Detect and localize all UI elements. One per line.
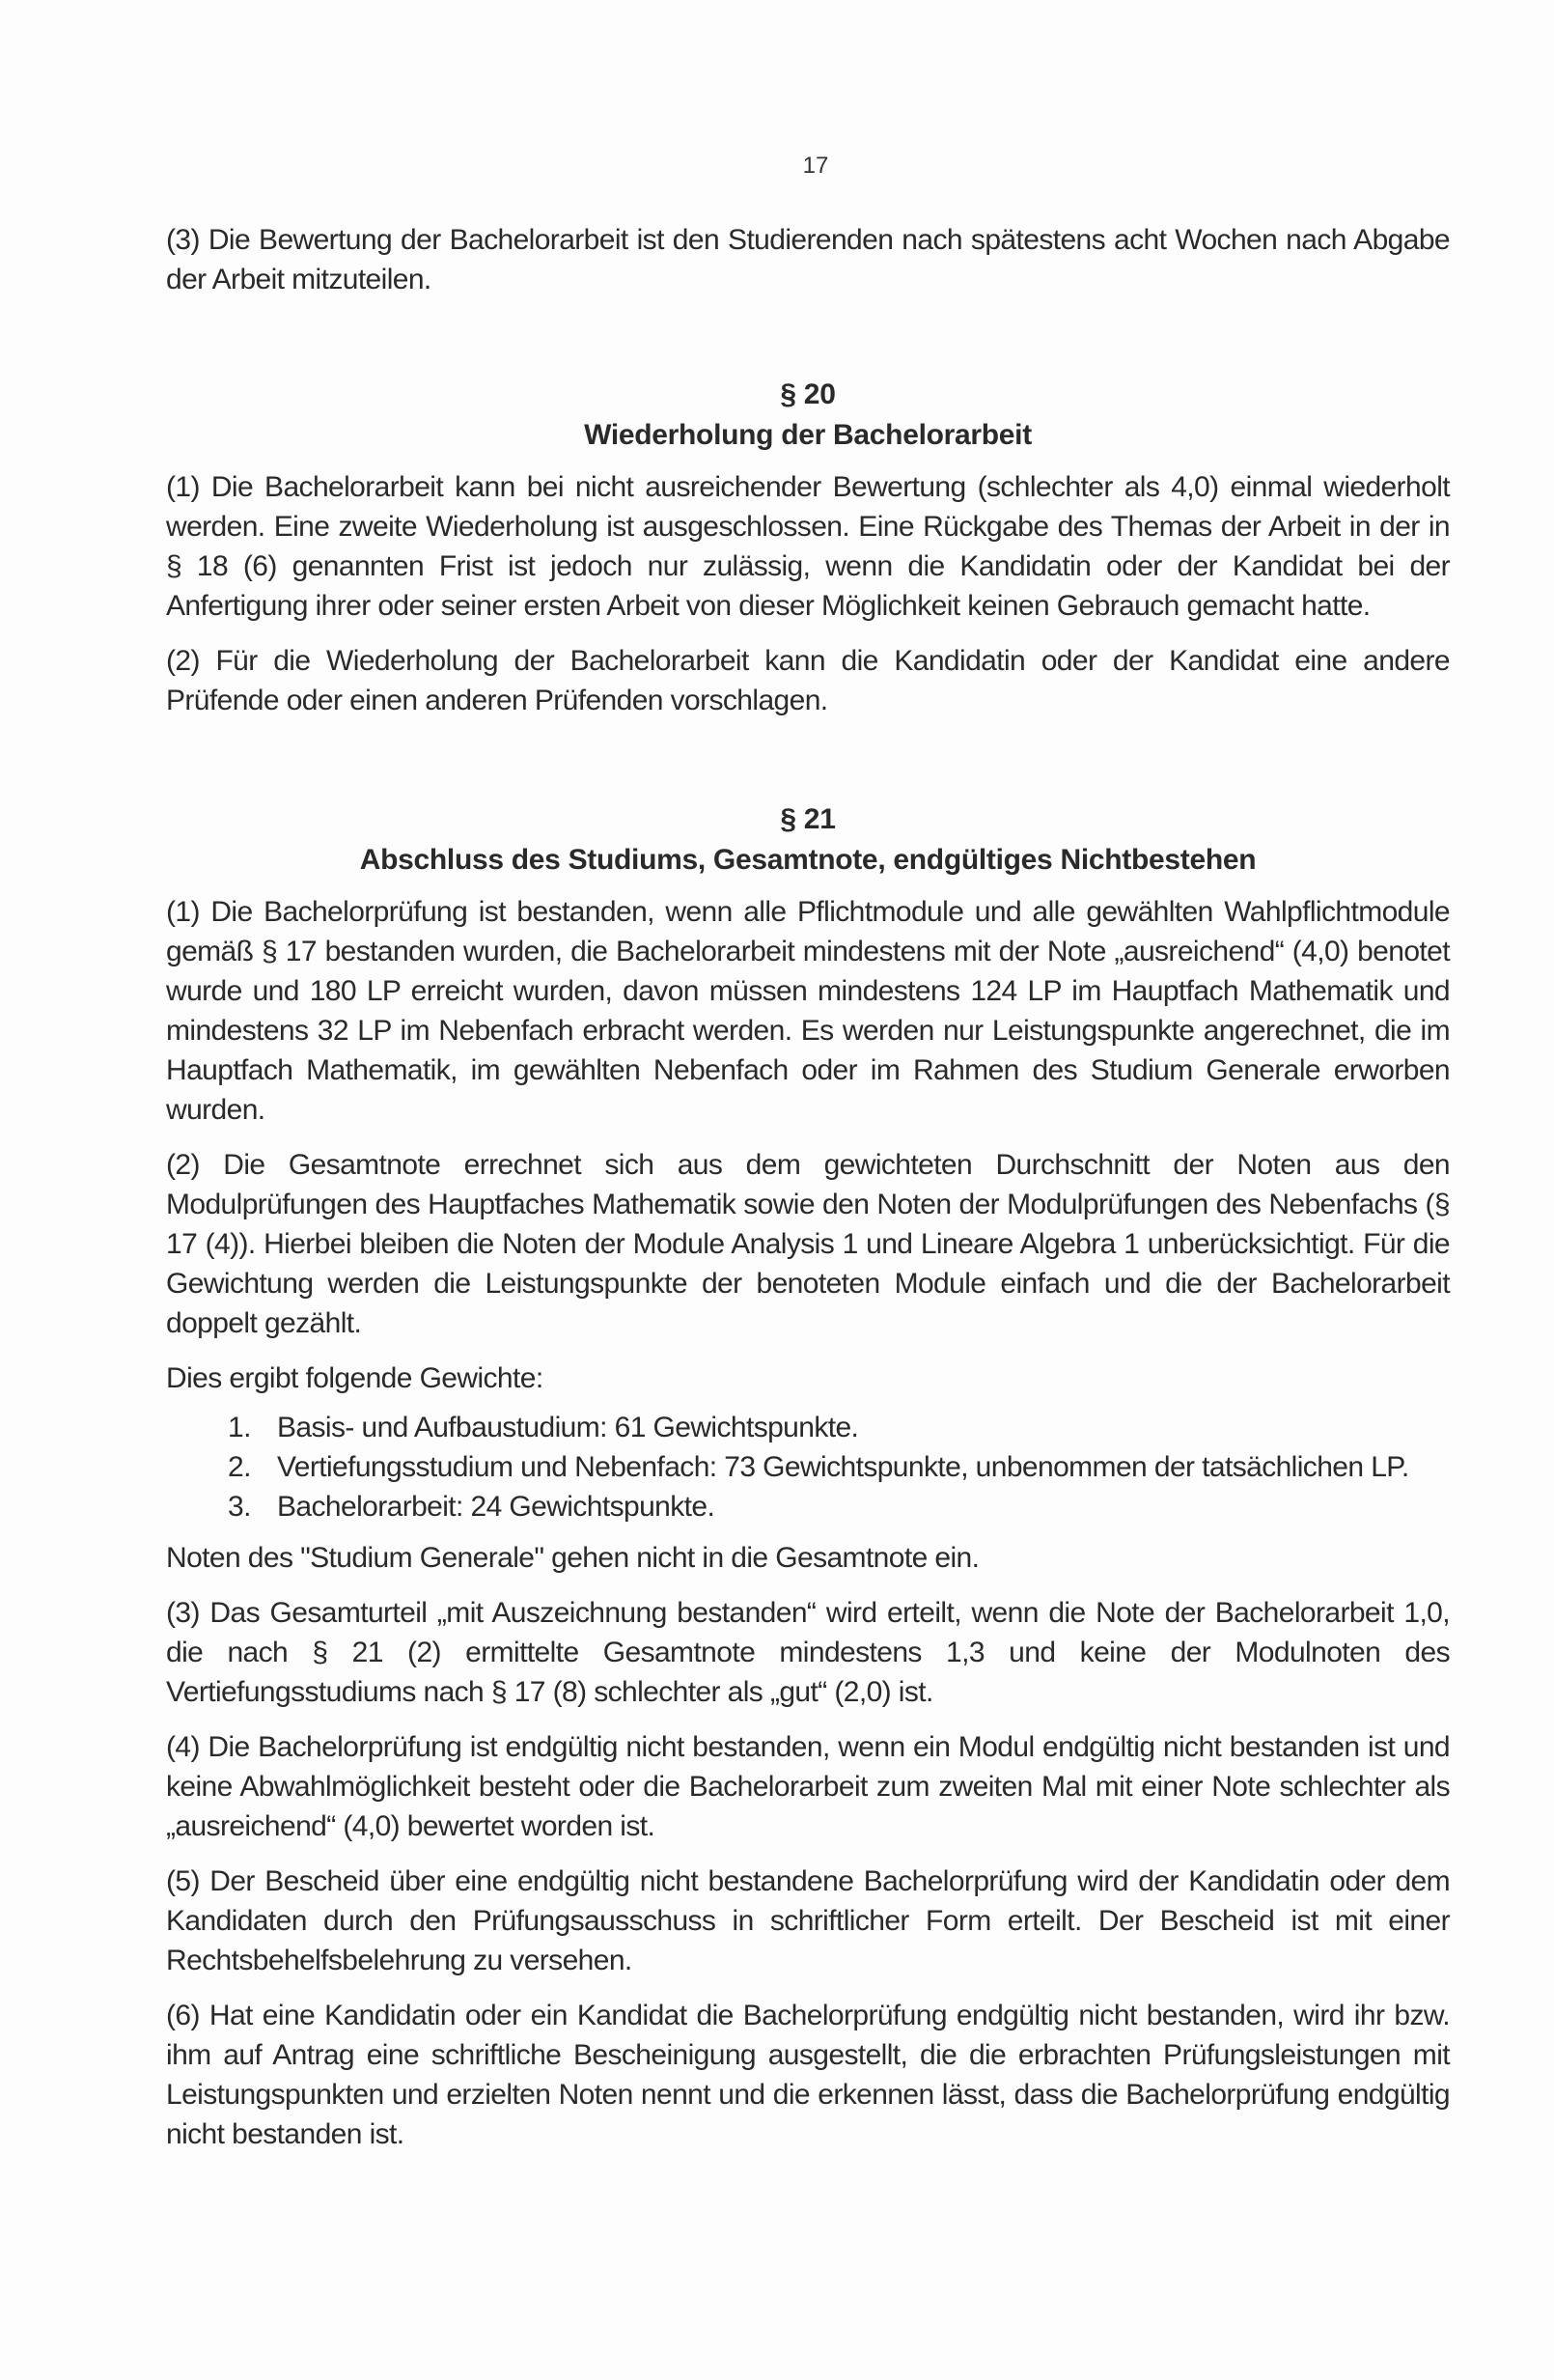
section-21-paragraph-5: (5) Der Bescheid über eine endgültig nicht bestandene Bachelorprüfung wird der Kandidatin oder dem Kandidaten durch den Prüfungsausschuss in schriftlicher Form erteilt. Der Bescheid ist mit einer Rechtsbehelfsbelehrung zu versehen. xyxy=(166,1865,1450,1976)
paragraph-19-3: (3) Die Bewertung der Bachelorarbeit ist den Studierenden nach spätestens acht Wochen nach Abgabe der Arbeit mitzuteilen. xyxy=(166,224,1450,295)
list-item-number: 2. xyxy=(228,1451,251,1483)
weights-list xyxy=(166,1408,1450,1526)
weights-intro: Dies ergibt folgende Gewichte: xyxy=(166,1362,543,1394)
section-21-paragraph-2: (2) Die Gesamtnote errechnet sich aus dem gewichteten Durchschnitt der Noten aus den Modulprüfungen des Hauptfaches Mathematik sowie den Noten der Modulprüfungen des Nebenfachs (§ 17 (4)). Hierbei bleiben die Noten der Module Analysis 1 und Lineare Algebra 1 unberücksichtigt. Für die Gewichtung werden die Leistungspunkte der benoteten Module einfach und die der Bachelorarbeit doppelt gezählt. xyxy=(166,1149,1450,1339)
section-20-title: Wiederholung der Bachelorarbeit xyxy=(584,419,1032,451)
section-21-title: Abschluss des Studiums, Gesamtnote, endgültiges Nichtbestehen xyxy=(359,844,1257,876)
list-item xyxy=(166,1447,1450,1487)
list-item-number: 3. xyxy=(228,1491,251,1523)
section-20 xyxy=(166,375,1450,720)
list-item-text: Basis- und Aufbaustudium: 61 Gewichtspunkte. xyxy=(277,1412,859,1443)
list-item-text: Vertiefungsstudium und Nebenfach: 73 Gewichtspunkte, unbenommen der tatsächlichen LP. xyxy=(277,1451,1409,1483)
section-21-paragraph-3: (3) Das Gesamturteil „mit Auszeichnung bestanden“ wird erteilt, wenn die Note der Bachelorarbeit 1,0, die nach § 21 (2) ermittelte Gesamtnote mindestens 1,3 und keine der Modulnoten des Vertiefungsstudiums nach § 17 (8) schlechter als „gut“ (2,0) ist. xyxy=(166,1597,1450,1708)
studium-generale-note: Noten des "Studium Generale" gehen nicht in die Gesamtnote ein. xyxy=(166,1542,980,1574)
section-20-number: § 20 xyxy=(780,378,836,410)
section-21-paragraph-1: (1) Die Bachelorprüfung ist bestanden, wenn alle Pflichtmodule und alle gewählten Wahlpflichtmodule gemäß § 17 bestanden wurden, die Bachelorarbeit mindestens mit der Note „ausreichend“ (4,0) benotet wurde und 180 LP erreicht wurden, davon müssen mindestens 124 LP im Hauptfach Mathematik und mindestens 32 LP im Nebenfach erbracht werden. Es werden nur Leistungspunkte angerechnet, die im Hauptfach Mathematik, im gewählten Nebenfach oder im Rahmen des Studium Generale erworben wurden. xyxy=(166,896,1450,1126)
section-20-paragraph-2: (2) Für die Wiederholung der Bachelorarbeit kann die Kandidatin oder der Kandidat eine andere Prüfende oder einen anderen Prüfenden vorschlagen. xyxy=(166,645,1450,716)
page-content xyxy=(166,220,1450,2170)
section-21-number: § 21 xyxy=(780,803,836,835)
list-item-number: 1. xyxy=(228,1412,251,1443)
list-item-text: Bachelorarbeit: 24 Gewichtspunkte. xyxy=(277,1491,715,1523)
section-21-paragraph-6: (6) Hat eine Kandidatin oder ein Kandidat die Bachelorprüfung endgültig nicht bestanden, wird ihr bzw. ihm auf Antrag eine schriftliche Bescheinigung ausgestellt, die die erbrachten Prüfungsleistungen mit Leistungspunkten und erzielten Noten nennt und die erkennen lässt, dass die Bachelorprüfung endgültig nicht bestanden ist. xyxy=(166,2000,1450,2150)
list-item xyxy=(166,1408,1450,1447)
section-21-paragraph-4: (4) Die Bachelorprüfung ist endgültig nicht bestanden, wenn ein Modul endgültig nicht bestanden ist und keine Abwahlmöglichkeit besteht oder die Bachelorarbeit zum zweiten Mal mit einer Note schlechter als „ausreichend“ (4,0) bewertet worden ist. xyxy=(166,1731,1450,1842)
section-20-paragraph-1: (1) Die Bachelorarbeit kann bei nicht ausreichender Bewertung (schlechter als 4,0) einmal wiederholt werden. Eine zweite Wiederholung ist ausgeschlossen. Eine Rückgabe des Themas der Arbeit in der in § 18 (6) genannten Frist ist jedoch nur zulässig, wenn die Kandidatin oder der Kandidat bei der Anfertigung ihrer oder seiner ersten Arbeit von dieser Möglichkeit keinen Gebrauch gemacht hatte. xyxy=(166,471,1450,622)
page-number: 17 xyxy=(802,153,829,179)
section-21 xyxy=(166,799,1450,2154)
list-item xyxy=(166,1487,1450,1526)
